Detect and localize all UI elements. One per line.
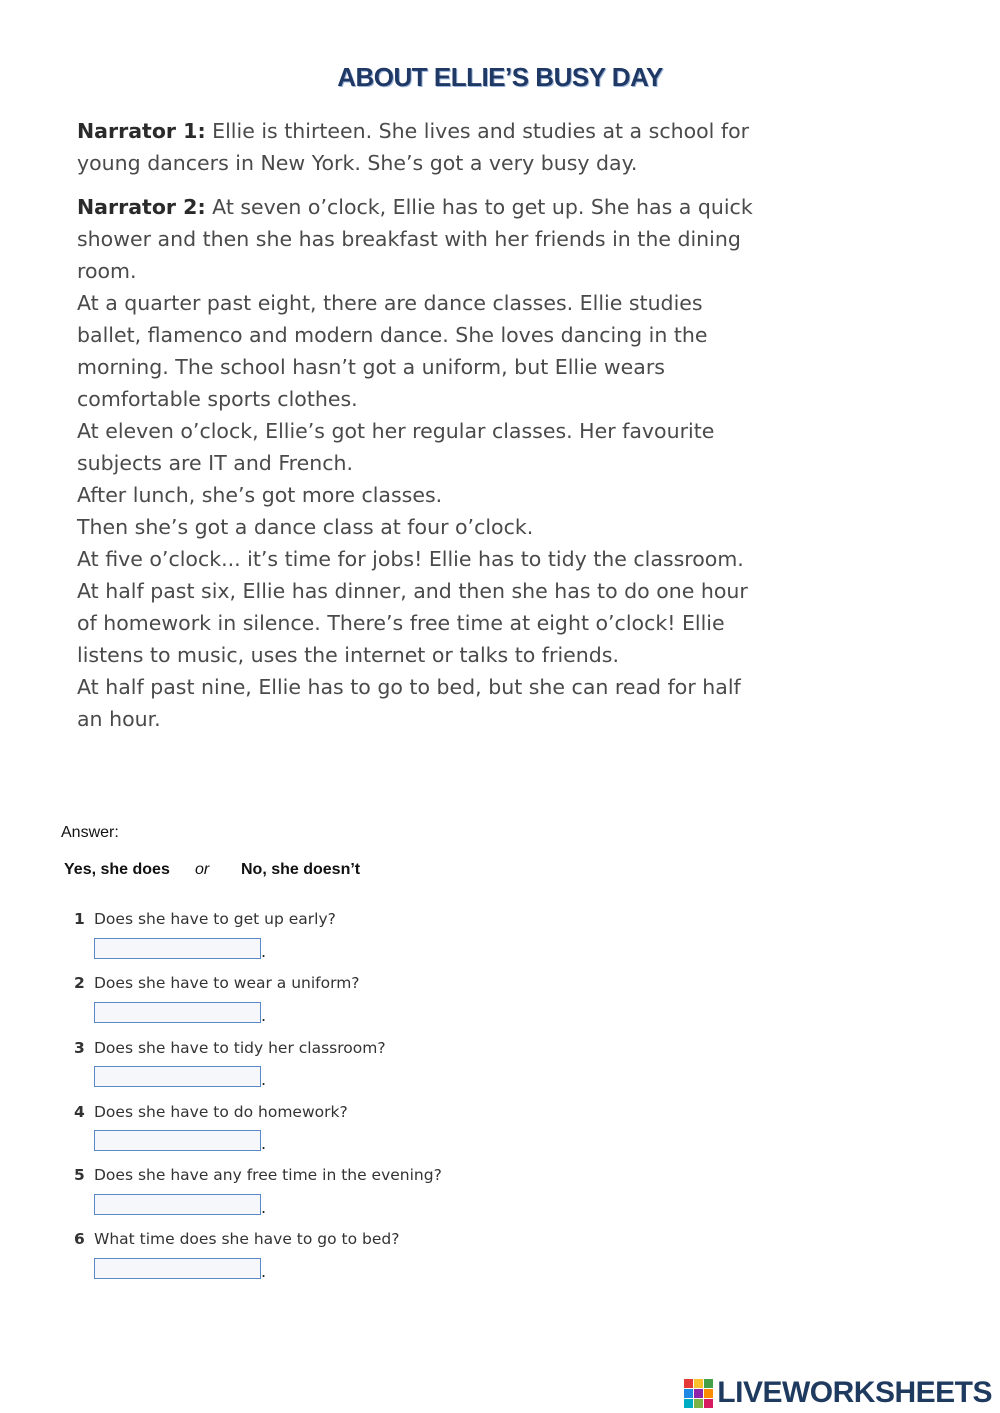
logo-square bbox=[704, 1379, 713, 1388]
story-paragraph: At half past six, Ellie has dinner, and then she has to do one hour of homework in silence. There’s free time at eight o’clock! Ellie listens to music, uses the internet or talks to friends. bbox=[77, 579, 748, 667]
option-or: or bbox=[195, 861, 210, 878]
story-text bbox=[77, 115, 757, 735]
story-paragraph: After lunch, she’s got more classes. bbox=[77, 483, 443, 507]
question-text: Does she have to get up early? bbox=[94, 910, 336, 928]
question-number: 5 bbox=[74, 1166, 85, 1184]
answer-end-mark: . bbox=[261, 1262, 267, 1281]
logo-square bbox=[704, 1399, 713, 1408]
question-1 bbox=[74, 910, 336, 928]
answer-end-mark: . bbox=[261, 1198, 267, 1217]
answer-input-1[interactable] bbox=[94, 938, 261, 959]
story-paragraph: At half past nine, Ellie has to go to bed, but she can read for half an hour. bbox=[77, 675, 741, 731]
story-paragraph: At five o’clock... it’s time for jobs! Ellie has to tidy the classroom. bbox=[77, 547, 744, 571]
narrator-1-text: Ellie is thirteen. She lives and studies at a school for young dancers in New York. She’s got a very busy day. bbox=[77, 119, 750, 175]
question-3 bbox=[74, 1039, 386, 1057]
option-yes: Yes, she does bbox=[64, 861, 170, 878]
answer-row-3 bbox=[94, 1066, 266, 1087]
answer-input-4[interactable] bbox=[94, 1130, 261, 1151]
logo-square bbox=[684, 1399, 693, 1408]
narrator-2-label: Narrator 2: bbox=[77, 195, 206, 219]
question-number: 3 bbox=[74, 1039, 85, 1057]
story-paragraph: At eleven o’clock, Ellie’s got her regular classes. Her favourite subjects are IT and French. bbox=[77, 419, 715, 475]
story-paragraph: Then she’s got a dance class at four o’clock. bbox=[77, 515, 534, 539]
question-number: 2 bbox=[74, 974, 85, 992]
answer-end-mark: . bbox=[261, 1070, 267, 1089]
logo-square bbox=[704, 1389, 713, 1398]
question-text: Does she have to do homework? bbox=[94, 1103, 348, 1121]
answer-input-5[interactable] bbox=[94, 1194, 261, 1215]
answer-row-6 bbox=[94, 1258, 266, 1279]
question-number: 1 bbox=[74, 910, 85, 928]
question-text: Does she have to wear a uniform? bbox=[94, 974, 360, 992]
answer-input-6[interactable] bbox=[94, 1258, 261, 1279]
option-no: No, she doesn’t bbox=[241, 861, 361, 878]
question-number: 6 bbox=[74, 1230, 85, 1248]
narrator-1-label: Narrator 1: bbox=[77, 119, 206, 143]
story-paragraph: At a quarter past eight, there are dance classes. Ellie studies ballet, flamenco and modern dance. She loves dancing in the morning. The school hasn’t got a uniform, but Ellie wears comfortable sports clothes. bbox=[77, 291, 708, 411]
logo-square bbox=[694, 1379, 703, 1388]
answer-row-2 bbox=[94, 1002, 266, 1023]
answer-end-mark: . bbox=[261, 942, 267, 961]
answer-label: Answer: bbox=[61, 824, 119, 841]
question-text: Does she have to tidy her classroom? bbox=[94, 1039, 386, 1057]
narrator-2-text: At seven o’clock, Ellie has to get up. She has a quick shower and then she has breakfast with her friends in the dining room. bbox=[77, 195, 753, 283]
narrator-1-paragraph bbox=[77, 115, 757, 179]
answer-end-mark: . bbox=[261, 1134, 267, 1153]
question-4 bbox=[74, 1103, 348, 1121]
answer-input-2[interactable] bbox=[94, 1002, 261, 1023]
logo-square bbox=[694, 1399, 703, 1408]
question-5 bbox=[74, 1166, 442, 1184]
answer-row-5 bbox=[94, 1194, 266, 1215]
logo-square bbox=[684, 1379, 693, 1388]
logo-mark-icon bbox=[684, 1379, 713, 1408]
liveworksheets-logo bbox=[684, 1375, 992, 1411]
narrator-2-paragraph bbox=[77, 191, 757, 287]
question-text: What time does she have to go to bed? bbox=[94, 1230, 400, 1248]
answer-row-4 bbox=[94, 1130, 266, 1151]
question-2 bbox=[74, 974, 360, 992]
logo-text: LIVEWORKSHEETS bbox=[717, 1376, 992, 1409]
answer-input-3[interactable] bbox=[94, 1066, 261, 1087]
page-title: ABOUT ELLIE’S BUSY DAY bbox=[337, 62, 663, 92]
logo-square bbox=[694, 1389, 703, 1398]
question-number: 4 bbox=[74, 1103, 85, 1121]
answer-end-mark: . bbox=[261, 1006, 267, 1025]
question-text: Does she have any free time in the evening? bbox=[94, 1166, 442, 1184]
question-6 bbox=[74, 1230, 399, 1248]
answer-row-1 bbox=[94, 938, 266, 959]
logo-square bbox=[684, 1389, 693, 1398]
